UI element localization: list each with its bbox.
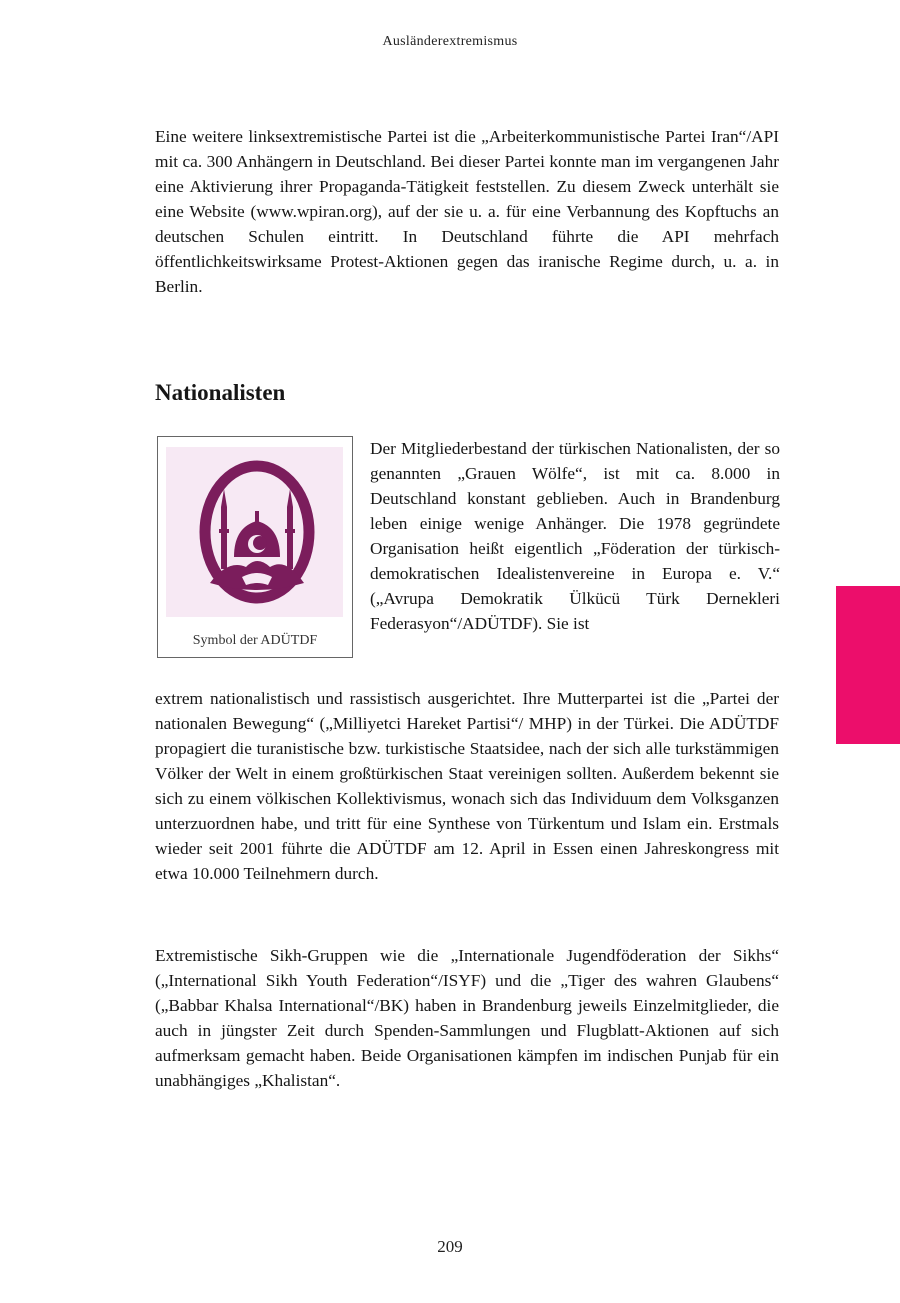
section-title: Nationalisten [155, 380, 286, 405]
emblem-figure [157, 436, 353, 658]
intro-paragraph: Eine weitere linksextremistische Partei ist die „Arbeiterkommunistische Partei Iran“/API mit ca. 300 Anhängern in Deutschland. Bei dieser Partei konnte man im vergangenen Jahr eine Aktivierung ihrer Propaganda-Tätigkeit feststellen. Zu diesem Zweck unterhält sie eine Website (www.wpiran.org), auf der sie u. a. für eine Verbannung des Kopftuchs an deutschen Schulen eintritt. In Deutschland führte die API mehrfach öffentlichkeitswirksame Protest-Aktionen gegen das iranische Regime durch, u. a. in Berlin. [155, 127, 779, 296]
page-number: 209 [437, 1237, 463, 1256]
nationalisten-paragraph-continued: extrem nationalistisch und rassistisch ausgerichtet. Ihre Mutterpartei ist die „Partei der nationalen Bewegung“ („Milliyetci Hareket Partisi“/ MHP) in der Türkei. Die ADÜTDF propagiert die turanistische bzw. turkistische Staatsidee, nach der sich alle turkstämmigen Völker der Welt in einem großtürkischen Staat vereinigen sollten. Außerdem bekennt sie sich zu einem völkischen Kollektivismus, wonach sich das Individuum dem Volksganzen unterzuordnen habe, und tritt für eine Synthese von Türkentum und Islam ein. Erstmals wieder seit 2001 führte die ADÜTDF am 12. April in Essen einen Jahreskongress mit etwa 10.000 Teilnehmern durch. [155, 689, 779, 883]
sikh-paragraph: Extremistische Sikh-Gruppen wie die „Internationale Jugendföderation der Sikhs“ („International Sikh Youth Federation“/ISYF) und die „Tiger des wahren Glaubens“ („Babbar Khalsa International“/BK) haben in Brandenburg jeweils Einzelmitglieder, die auch in jüngster Zeit durch Spenden-Sammlungen und Flugblatt-Aktionen auf sich aufmerksam gemacht haben. Beide Organisationen kämpfen im indischen Punjab für ein unabhängiges „Khalistan“. [155, 946, 779, 1090]
running-header: Ausländerextremismus [382, 34, 518, 49]
nationalisten-paragraph-wrapped: Der Mitgliederbestand der türkischen Nationalisten, der so genannten „Grauen Wölfe“, ist mit ca. 8.000 in Deutschland konstant geblieben. Auch in Brandenburg leben einige wenige Anhänger. Die 1978 gegründete Organisation heißt eigentlich „Föderation der türkisch-demokratischen Idealistenvereine in Europa e. V.“ („Avrupa Demokratik Ülkücü Türk Dernekleri Federasyon“/ADÜTDF). Sie ist [370, 439, 780, 633]
figure-caption: Symbol der ADÜTDF [192, 633, 318, 648]
chapter-edge-tab [836, 586, 900, 744]
adutdf-emblem-icon [158, 437, 354, 627]
